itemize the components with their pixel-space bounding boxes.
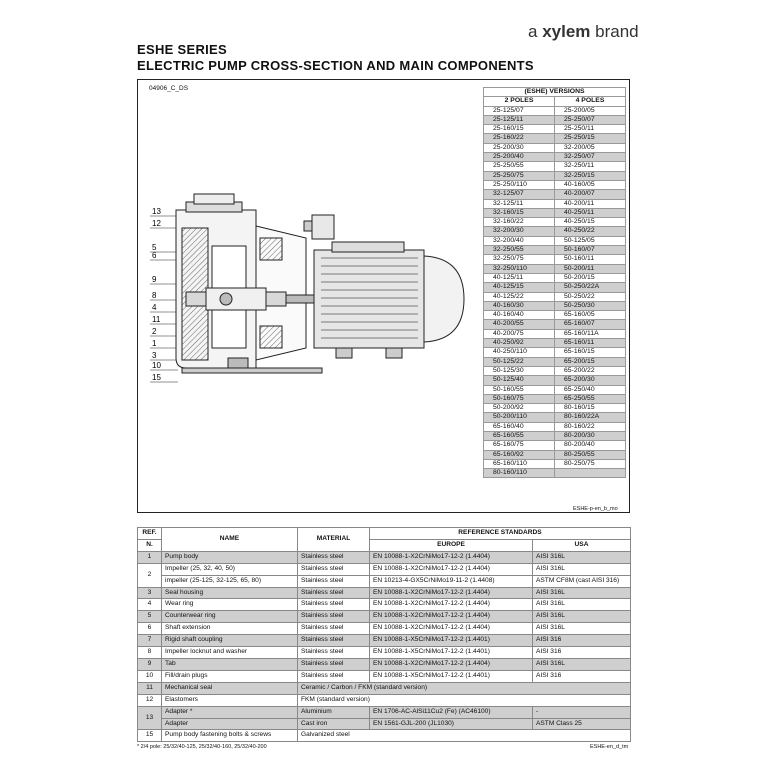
component-material: Stainless steel <box>298 623 370 635</box>
component-material: Stainless steel <box>298 611 370 623</box>
component-name: Counterwear ring <box>162 611 298 623</box>
component-ref: 5 <box>138 611 162 623</box>
version-4-poles: 80-160/22A <box>555 413 626 422</box>
component-material: Stainless steel <box>298 647 370 659</box>
version-2-poles: 50-200/110 <box>484 413 555 422</box>
component-material: Stainless steel <box>298 670 370 682</box>
component-material: Stainless steel <box>298 587 370 599</box>
header-europe: EUROPE <box>370 539 533 551</box>
component-standard-europe: EN 10088-1-X2CrNiMo17-12-2 (1.4404) <box>370 599 533 611</box>
header-n: N. <box>138 539 162 551</box>
version-4-poles: 50-250/22A <box>555 283 626 292</box>
component-name: impeller (25-125, 32-125, 65, 80) <box>162 575 298 587</box>
version-2-poles: 50-160/55 <box>484 385 555 394</box>
version-2-poles: 40-200/75 <box>484 329 555 338</box>
version-4-poles: 50-200/11 <box>555 264 626 273</box>
version-2-poles: 40-250/92 <box>484 339 555 348</box>
component-ref: 4 <box>138 599 162 611</box>
versions-row <box>484 329 626 338</box>
callout-5: 5 <box>152 243 157 252</box>
component-ref: 7 <box>138 635 162 647</box>
component-standard-usa: AISI 316L <box>533 563 631 575</box>
version-4-poles: 40-250/15 <box>555 218 626 227</box>
versions-table <box>483 87 626 478</box>
component-standard-europe: EN 10088-1-X5CrNiMo17-12-2 (1.4401) <box>370 635 533 647</box>
version-2-poles: 65-160/75 <box>484 441 555 450</box>
footnote: * 2/4 pole: 25/32/40-125, 25/32/40-160, 25/32/40-200 <box>137 744 267 750</box>
component-standard-usa: ASTM Class 25 <box>533 718 631 730</box>
callout-8: 8 <box>152 291 157 300</box>
version-2-poles: 25-125/07 <box>484 106 555 115</box>
versions-row <box>484 115 626 124</box>
component-standard-europe: EN 10088-1-X2CrNiMo17-12-2 (1.4404) <box>370 658 533 670</box>
versions-row <box>484 450 626 459</box>
version-4-poles: 25-250/07 <box>555 115 626 124</box>
version-4-poles: 65-250/40 <box>555 385 626 394</box>
component-ref: 3 <box>138 587 162 599</box>
versions-row <box>484 171 626 180</box>
version-4-poles: 25-250/15 <box>555 134 626 143</box>
version-2-poles: 32-250/55 <box>484 246 555 255</box>
versions-row <box>484 264 626 273</box>
version-4-poles: 32-250/15 <box>555 171 626 180</box>
callout-9: 9 <box>152 275 157 284</box>
component-material: Aluminium <box>298 706 370 718</box>
pump-cross-section-drawing <box>146 188 480 388</box>
versions-row <box>484 469 626 478</box>
component-standard-usa: AISI 316L <box>533 599 631 611</box>
component-material: Stainless steel <box>298 658 370 670</box>
version-2-poles: 32-160/22 <box>484 218 555 227</box>
versions-row <box>484 125 626 134</box>
version-2-poles: 25-250/55 <box>484 162 555 171</box>
component-ref: 2 <box>138 563 162 587</box>
component-standard-europe: EN 10213-4-GX5CrNiMo19-11-2 (1.4408) <box>370 575 533 587</box>
component-name: Seal housing <box>162 587 298 599</box>
version-4-poles: 80-250/75 <box>555 459 626 468</box>
component-ref: 6 <box>138 623 162 635</box>
component-ref: 11 <box>138 682 162 694</box>
version-2-poles: 50-125/22 <box>484 357 555 366</box>
callout-labels <box>152 207 161 382</box>
versions-row <box>484 459 626 468</box>
component-material: Stainless steel <box>298 575 370 587</box>
component-standard-europe: EN 10088-1-X2CrNiMo17-12-2 (1.4404) <box>370 611 533 623</box>
versions-row <box>484 394 626 403</box>
header-name: NAME <box>162 528 298 552</box>
component-name: Mechanical seal <box>162 682 298 694</box>
component-material: Cast iron <box>298 718 370 730</box>
versions-row <box>484 441 626 450</box>
version-4-poles: 40-160/05 <box>555 180 626 189</box>
component-row <box>138 587 631 599</box>
component-material: Stainless steel <box>298 551 370 563</box>
versions-row <box>484 376 626 385</box>
brand-name: xylem <box>542 22 591 41</box>
version-4-poles: 65-250/55 <box>555 394 626 403</box>
component-standard-usa: AISI 316L <box>533 611 631 623</box>
versions-row <box>484 246 626 255</box>
version-2-poles: 32-125/11 <box>484 199 555 208</box>
version-4-poles: 32-250/11 <box>555 162 626 171</box>
component-material: Stainless steel <box>298 563 370 575</box>
component-name: Impeller locknut and washer <box>162 647 298 659</box>
version-2-poles: 25-250/75 <box>484 171 555 180</box>
callout-13: 13 <box>152 207 161 216</box>
component-standard-usa: AISI 316L <box>533 623 631 635</box>
version-4-poles: 80-250/55 <box>555 450 626 459</box>
version-4-poles: 80-160/22 <box>555 422 626 431</box>
component-ref: 10 <box>138 670 162 682</box>
version-2-poles: 65-160/55 <box>484 431 555 440</box>
motor <box>304 215 464 358</box>
version-4-poles <box>555 469 626 478</box>
component-row <box>138 694 631 706</box>
component-row <box>138 682 631 694</box>
versions-row <box>484 413 626 422</box>
component-material-spanning: Ceramic / Carbon / FKM (standard version) <box>298 682 631 694</box>
version-2-poles: 32-250/75 <box>484 255 555 264</box>
brand-logo <box>528 22 639 42</box>
version-4-poles: 40-250/11 <box>555 208 626 217</box>
versions-row <box>484 385 626 394</box>
version-2-poles: 25-125/11 <box>484 115 555 124</box>
version-2-poles: 25-160/15 <box>484 125 555 134</box>
component-name: Elastomers <box>162 694 298 706</box>
version-2-poles: 40-160/40 <box>484 311 555 320</box>
version-4-poles: 65-160/07 <box>555 320 626 329</box>
component-row <box>138 718 631 730</box>
versions-row <box>484 311 626 320</box>
callout-6: 6 <box>152 251 157 260</box>
version-2-poles: 32-160/15 <box>484 208 555 217</box>
version-2-poles: 25-160/22 <box>484 134 555 143</box>
callout-2: 2 <box>152 327 157 336</box>
callout-3: 3 <box>152 351 157 360</box>
header-usa: USA <box>533 539 631 551</box>
callout-4: 4 <box>152 303 157 312</box>
component-standard-usa: AISI 316L <box>533 587 631 599</box>
component-standard-europe: EN 10088-1-X2CrNiMo17-12-2 (1.4404) <box>370 623 533 635</box>
versions-row <box>484 199 626 208</box>
component-name: Wear ring <box>162 599 298 611</box>
component-name: Impeller (25, 32, 40, 50) <box>162 563 298 575</box>
version-2-poles: 40-125/22 <box>484 292 555 301</box>
component-ref: 12 <box>138 694 162 706</box>
versions-row <box>484 143 626 152</box>
component-ref: 1 <box>138 551 162 563</box>
version-4-poles: 40-250/22 <box>555 227 626 236</box>
version-2-poles: 40-250/110 <box>484 348 555 357</box>
versions-footer-code: ESHE-p-en_b_mo <box>573 506 618 512</box>
components-table <box>137 527 631 742</box>
version-2-poles: 40-125/11 <box>484 273 555 282</box>
component-standard-usa: ASTM CF8M (cast AISI 316) <box>533 575 631 587</box>
version-4-poles: 25-200/05 <box>555 106 626 115</box>
version-2-poles: 65-160/40 <box>484 422 555 431</box>
versions-header-row <box>484 97 626 106</box>
versions-row <box>484 208 626 217</box>
component-standard-europe: EN 10088-1-X5CrNiMo17-12-2 (1.4401) <box>370 647 533 659</box>
component-name: Rigid shaft coupling <box>162 635 298 647</box>
versions-row <box>484 162 626 171</box>
component-material-spanning: Galvanized steel <box>298 730 631 742</box>
series-title: ESHE SERIES <box>137 42 227 57</box>
brand-prefix: a <box>528 22 538 41</box>
component-row <box>138 611 631 623</box>
header-reference-standards: REFERENCE STANDARDS <box>370 528 631 540</box>
component-standard-europe: EN 1706-AC-AlSi11Cu2 (Fe) (AC46100) <box>370 706 533 718</box>
versions-title: (ESHE) VERSIONS <box>484 88 626 97</box>
version-4-poles: 40-200/11 <box>555 199 626 208</box>
version-4-poles: 65-160/15 <box>555 348 626 357</box>
component-row <box>138 647 631 659</box>
component-standard-usa: AISI 316 <box>533 670 631 682</box>
component-material: Stainless steel <box>298 599 370 611</box>
version-4-poles: 80-200/30 <box>555 431 626 440</box>
versions-row <box>484 431 626 440</box>
component-standard-europe: EN 10088-1-X2CrNiMo17-12-2 (1.4404) <box>370 563 533 575</box>
version-4-poles: 50-160/11 <box>555 255 626 264</box>
version-2-poles: 25-200/40 <box>484 153 555 162</box>
callout-11: 11 <box>152 315 161 324</box>
component-material-spanning: FKM (standard version) <box>298 694 631 706</box>
component-name: Fill/drain plugs <box>162 670 298 682</box>
version-4-poles: 80-160/15 <box>555 404 626 413</box>
version-2-poles: 32-125/07 <box>484 190 555 199</box>
component-standard-usa: - <box>533 706 631 718</box>
component-standard-europe: EN 10088-1-X2CrNiMo17-12-2 (1.4404) <box>370 551 533 563</box>
version-2-poles: 50-125/40 <box>484 376 555 385</box>
versions-title-row <box>484 88 626 97</box>
component-standard-europe: EN 10088-1-X5CrNiMo17-12-2 (1.4401) <box>370 670 533 682</box>
versions-row <box>484 320 626 329</box>
component-name: Shaft extension <box>162 623 298 635</box>
versions-row <box>484 236 626 245</box>
versions-row <box>484 134 626 143</box>
version-4-poles: 65-160/11A <box>555 329 626 338</box>
version-2-poles: 65-160/92 <box>484 450 555 459</box>
component-row <box>138 551 631 563</box>
version-4-poles: 65-200/30 <box>555 376 626 385</box>
versions-row <box>484 273 626 282</box>
versions-row <box>484 348 626 357</box>
versions-row <box>484 180 626 189</box>
component-name: Pump body fastening bolts & screws <box>162 730 298 742</box>
version-4-poles: 32-200/05 <box>555 143 626 152</box>
component-ref: 9 <box>138 658 162 670</box>
version-2-poles: 40-125/15 <box>484 283 555 292</box>
header-material: MATERIAL <box>298 528 370 552</box>
component-row <box>138 635 631 647</box>
version-2-poles: 80-160/110 <box>484 469 555 478</box>
component-row <box>138 563 631 575</box>
callout-10: 10 <box>152 361 161 370</box>
component-row <box>138 575 631 587</box>
component-row <box>138 623 631 635</box>
versions-row <box>484 190 626 199</box>
callout-12: 12 <box>152 219 161 228</box>
version-4-poles: 65-160/11 <box>555 339 626 348</box>
component-row <box>138 599 631 611</box>
versions-row <box>484 301 626 310</box>
versions-row <box>484 357 626 366</box>
component-row <box>138 706 631 718</box>
components-header-row-1 <box>138 528 631 540</box>
drawing-code: 04906_C_DS <box>149 85 189 92</box>
component-standard-usa: AISI 316 <box>533 647 631 659</box>
component-row <box>138 730 631 742</box>
version-4-poles: 50-160/07 <box>555 246 626 255</box>
version-2-poles: 40-200/55 <box>484 320 555 329</box>
version-4-poles: 25-250/11 <box>555 125 626 134</box>
version-4-poles: 65-200/15 <box>555 357 626 366</box>
version-2-poles: 50-125/30 <box>484 366 555 375</box>
version-2-poles: 32-200/30 <box>484 227 555 236</box>
version-4-poles: 50-250/30 <box>555 301 626 310</box>
version-4-poles: 50-200/15 <box>555 273 626 282</box>
versions-row <box>484 153 626 162</box>
version-2-poles: 25-250/110 <box>484 180 555 189</box>
component-name: Adapter * <box>162 706 298 718</box>
version-2-poles: 50-200/92 <box>484 404 555 413</box>
version-2-poles: 32-200/40 <box>484 236 555 245</box>
version-4-poles: 80-200/40 <box>555 441 626 450</box>
version-4-poles: 65-160/05 <box>555 311 626 320</box>
component-ref: 15 <box>138 730 162 742</box>
versions-row <box>484 366 626 375</box>
component-row <box>138 658 631 670</box>
version-4-poles: 50-250/22 <box>555 292 626 301</box>
components-footer-code: ESHE-en_d_tm <box>590 744 629 750</box>
version-4-poles: 50-125/05 <box>555 236 626 245</box>
brand-suffix: brand <box>595 22 639 41</box>
version-4-poles: 40-200/07 <box>555 190 626 199</box>
component-name: Tab <box>162 658 298 670</box>
versions-row <box>484 106 626 115</box>
versions-row <box>484 339 626 348</box>
component-standard-usa: AISI 316L <box>533 551 631 563</box>
versions-col-4-poles: 4 POLES <box>555 97 626 106</box>
version-2-poles: 32-250/110 <box>484 264 555 273</box>
page-title: ELECTRIC PUMP CROSS-SECTION AND MAIN COMPONENTS <box>137 58 534 73</box>
component-name: Pump body <box>162 551 298 563</box>
component-row <box>138 670 631 682</box>
version-2-poles: 40-160/30 <box>484 301 555 310</box>
versions-row <box>484 283 626 292</box>
version-4-poles: 65-200/22 <box>555 366 626 375</box>
callout-1: 1 <box>152 339 157 348</box>
component-standard-usa: AISI 316 <box>533 635 631 647</box>
version-4-poles: 32-250/07 <box>555 153 626 162</box>
component-material: Stainless steel <box>298 635 370 647</box>
version-2-poles: 25-200/30 <box>484 143 555 152</box>
component-standard-europe: EN 10088-1-X2CrNiMo17-12-2 (1.4404) <box>370 587 533 599</box>
versions-row <box>484 422 626 431</box>
version-2-poles: 50-160/75 <box>484 394 555 403</box>
versions-row <box>484 227 626 236</box>
component-ref: 8 <box>138 647 162 659</box>
versions-row <box>484 404 626 413</box>
versions-row <box>484 255 626 264</box>
component-name: Adapter <box>162 718 298 730</box>
component-ref: 13 <box>138 706 162 730</box>
callout-15: 15 <box>152 373 161 382</box>
versions-row <box>484 218 626 227</box>
version-2-poles: 65-160/110 <box>484 459 555 468</box>
component-standard-usa: AISI 316L <box>533 658 631 670</box>
versions-row <box>484 292 626 301</box>
header-ref: REF. <box>138 528 162 540</box>
component-standard-europe: EN 1561-GJL-200 (JL1030) <box>370 718 533 730</box>
versions-col-2-poles: 2 POLES <box>484 97 555 106</box>
